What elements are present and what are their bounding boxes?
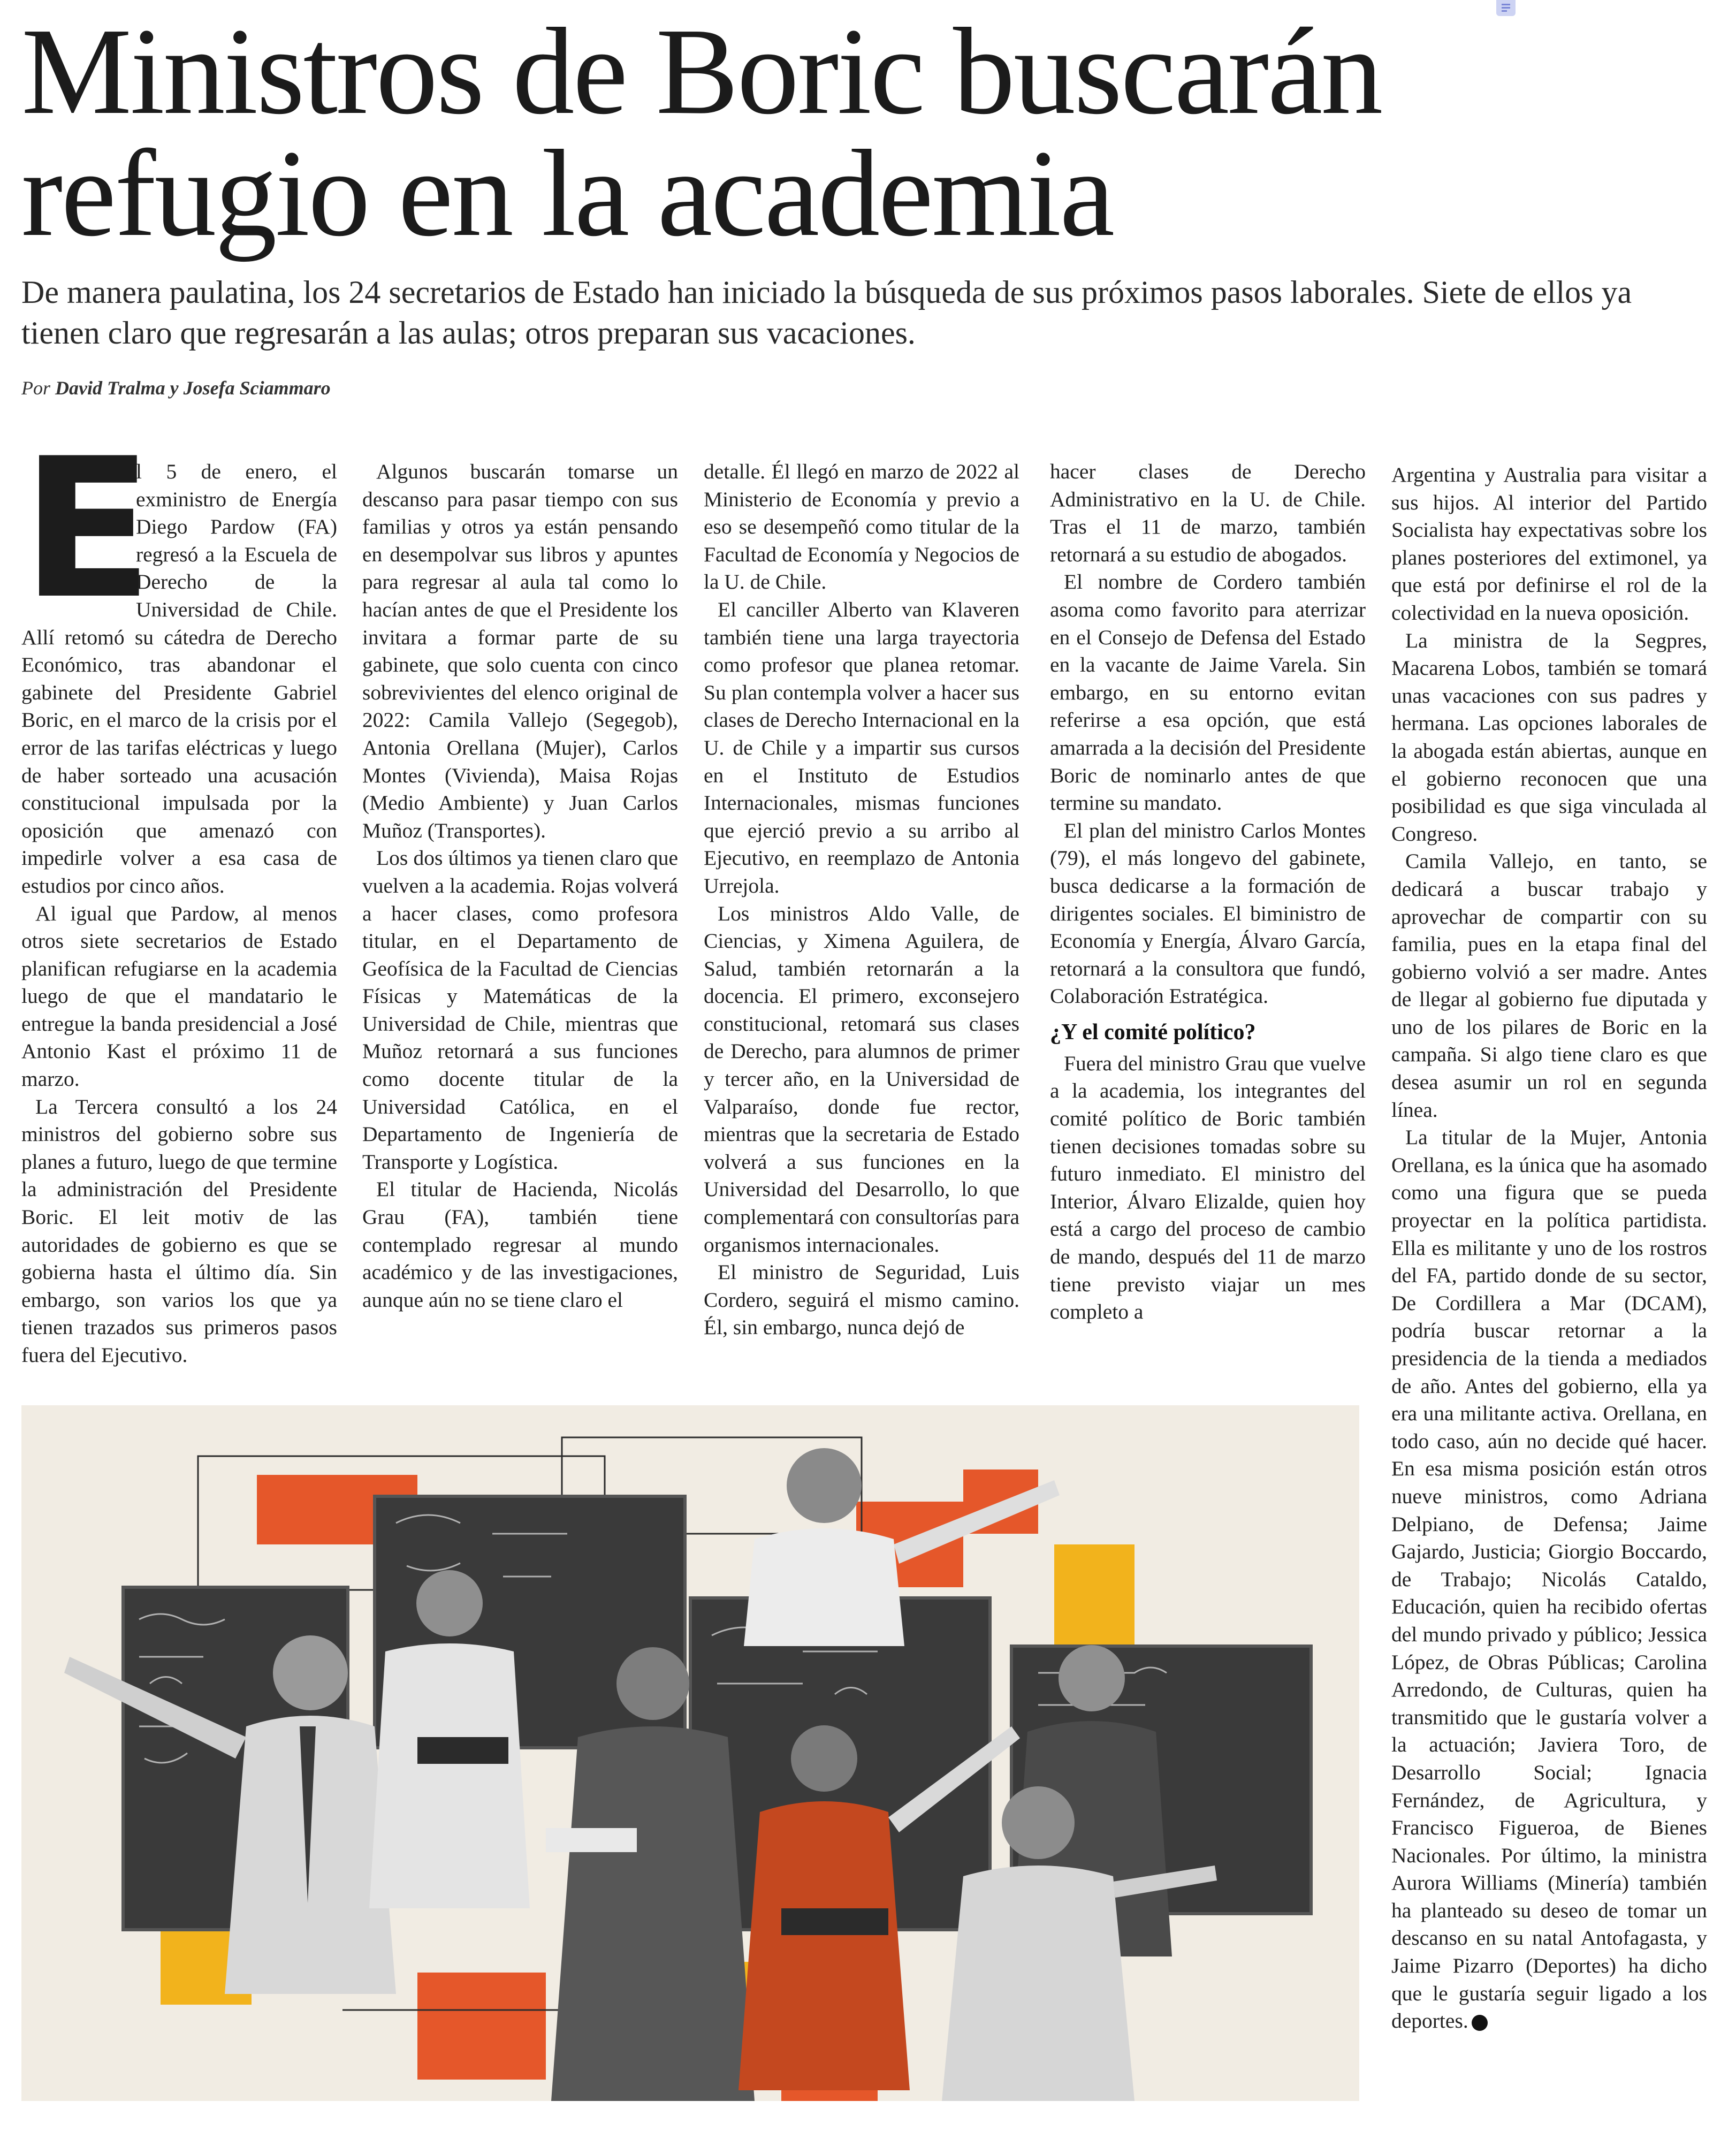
paragraph: El nombre de Cordero también asoma como favorito para aterrizar en el Consejo de Defensa del Estado en la vacante de Jaime Varela. Sin embargo, en su entorno evitan referirse a esa opción, que está amarrada a la decisión del Presidente Boric de nominarlo antes de que termine su mandato. [1050,570,1366,815]
paragraph: Argentina y Australia para visitar a sus hijos. Al interior del Partido Socialista hay expectativas sobre los planes posteriores del extimonel, ya que está por definirse el rol de la colectividad en la nueva oposición. [1391,463,1707,625]
article-column-4 [1050,458,1366,1389]
paragraph: Camila Vallejo, en tanto, se dedicará a buscar trabajo y aprovechar de compartir con su familia, pues en la etapa final del gobierno volvió a ser madre. Antes de llegar al gobierno fue diputada y uno de los pilares de Boric en la campaña. Si algo tiene claro es que desea asumir un rol en segunda línea. [1391,849,1707,1122]
paragraph: La ministra de la Segpres, Macarena Lobos, también se tomará unas vacaciones con sus padres y hermana. Las opciones laborales de la abogada están abiertas, aunque en el gobierno reconocen que una posibilidad es que siga vinculada al Congreso. [1391,628,1707,846]
byline [21,377,331,399]
paragraph: La Tercera consultó a los 24 ministros del gobierno sobre sus planes a futuro, luego de que termine la administración del Presidente Boric. El leit motiv de las autoridades de gobierno es que se gobierna hasta el último día. Sin embargo, son varios los que ya tienen trazados sus primeros pasos fuera del Ejecutivo. [21,1094,337,1367]
paragraph [1391,1124,1707,2035]
paragraph: Al igual que Pardow, al menos otros siete secretarios de Estado planifican refugiarse en la academia luego de que el mandatario le entregue la banda presidencial a José Antonio Kast el próximo 11 de marzo. [21,901,337,1091]
paragraph: El ministro de Seguridad, Luis Cordero, seguirá el mismo camino. Él, sin embargo, nunca dejó de [704,1260,1019,1339]
paragraph: Fuera del ministro Grau que vuelve a la academia, los integrantes del comité político de Boric también tienen decisiones tomadas sobre su futuro inmediato. El ministro del Interior, Álvaro Elizalde, quien hoy está a cargo del proceso de cambio de mando, después del 11 de marzo tiene previsto viajar un mes completo a [1050,1051,1366,1324]
paragraph: l 5 de enero, el exministro de Energía Diego Pardow (FA) regresó a la Escuela de Derecho de la Universidad de Chile. Allí retomó su cátedra de Derecho Económico, tras abandonar el gabinete del Presidente Gabriel Boric, en el marco de la crisis por el error de las tarifas eléctricas y luego de haber sorteado una acusación constitucional impulsada por la oposición que amenazó con impedirle volver a esa casa de estudios por cinco años. [21,460,337,897]
subheading: ¿Y el comité político? [1050,1019,1256,1045]
illustration-ministers-at-chalkboards [21,1405,1359,2101]
paragraph: detalle. Él llegó en marzo de 2022 al Ministerio de Economía y previo a eso se desempeñó como titular de la Facultad de Economía y Negocios de la U. de Chile. [704,460,1019,594]
paragraph: hacer clases de Derecho Administrativo en la U. de Chile. Tras el 11 de marzo, también retornará a su estudio de abogados. [1050,460,1366,566]
headline [21,3,1520,262]
paragraph-text: La titular de la Mujer, Antonia Orellana, es la única que ha asomado como una figura que se pueda proyectar en la política partidista. Ella es militante y uno de los rostros del FA, partido donde de su sector, De Cordillera a Mar (DCAM), podría buscar retornar a la presidencia de la tienda a mediados de año. Antes del gobierno, ella ya era una militante activa. Orellana, en todo caso, aún no decide qué hacer. En esa misma posición están otros nueve ministros, como Adriana Delpiano, de Defensa; Jaime Gajardo, Justicia; Giorgio Boccardo, de Trabajo; Nicolás Cataldo, Educación, quien ha recibido ofertas del mundo privado y público; Jessica López, de Obras Públicas; Carolina Arredondo, de Culturas, quien ha transmitido que le gustaría volver a la actuación; Javiera Toro, de Desarrollo Social; Ignacia Fernández, de Agricultura, y Francisco Figueroa, de Bienes Nacionales. Por último, la ministra Aurora Williams (Minería) también ha planteado su deseo de tomar un descanso en su natal Antofagasta, y Jaime Pizarro (Deportes) ha dicho que le gustaría seguir ligado a los deportes. [1391,1125,1707,2033]
end-bullet-icon [1472,2015,1488,2031]
headline-line-2: refugio en la academia [21,125,1114,262]
article-column-1 [21,417,337,1389]
paragraph: El canciller Alberto van Klaveren también tiene una larga trayectoria como profesor que planea retomar. Su plan contempla volver a hacer sus clases de Derecho Internacional en la U. de Chile y a impartir sus cursos en el Instituto de Estudios Internacionales, mismas funciones que ejerció previo a su arribo al Ejecutivo, en reemplazo de Antonia Urrejola. [704,597,1019,897]
article-column-5 [1391,461,1707,2110]
article-deck: De manera paulatina, los 24 secretarios de Estado han iniciado la búsqueda de sus próximos pasos laborales. Siete de ellos ya tienen claro que regresarán a las aulas; otros preparan sus vacaciones. [21,275,1632,351]
paragraph: El plan del ministro Carlos Montes (79), el más longevo del gabinete, busca dedicarse a la formación de dirigentes sociales. El biministro de Economía y Energía, Álvaro García, retornará a la consultora que fundó, Colaboración Estratégica. [1050,818,1366,1008]
headline-line-1: Ministros de Boric buscarán [21,3,1382,140]
article-column-2 [362,458,678,1389]
byline-authors: David Tralma y Josefa Sciammaro [55,377,331,399]
drop-cap: E [21,417,153,641]
paragraph: El titular de Hacienda, Nicolás Grau (FA), también tiene contemplado regresar al mundo académico y de las investigaciones, aunque aún no se tiene claro el [362,1177,678,1312]
paragraph: Los dos últimos ya tienen claro que vuelven a la academia. Rojas volverá a hacer clases, como profesora titular, en el Departamento de Geofísica de la Facultad de Ciencias Físicas y Matemáticas de la Universidad de Chile, mientras que Muñoz retornará a sus funciones como docente titular de la Universidad Católica, en el Departamento de Ingeniería de Transporte y Logística. [362,846,678,1174]
byline-prefix: Por [21,377,50,399]
article-column-3 [704,458,1019,1389]
paragraph: Los ministros Aldo Valle, de Ciencias, y Ximena Aguilera, de Salud, también retornarán a la docencia. El primero, exconsejero constitucional, retomará sus clases de Derecho, para alumnos de primer y tercer año, en la Universidad de Valparaíso, donde fue rector, mientras que la secretaria de Estado volverá a sus funciones en la Universidad del Desarrollo, lo que complementará con consultorías para organismos internacionales. [704,901,1019,1257]
paragraph: Algunos buscarán tomarse un descanso para pasar tiempo con sus familias y otros ya están pensando en desempolvar sus libros y apuntes para regresar al aula tal como lo hacían antes de que el Presidente los invitara a formar parte de su gabinete, que solo cuenta con cinco sobrevivientes del elenco original de 2022: Camila Vallejo (Segegob), Antonia Orellana (Mujer), Carlos Montes (Vivienda), Maisa Rojas (Medio Ambiente) y Juan Carlos Muñoz (Transportes). [362,460,678,842]
